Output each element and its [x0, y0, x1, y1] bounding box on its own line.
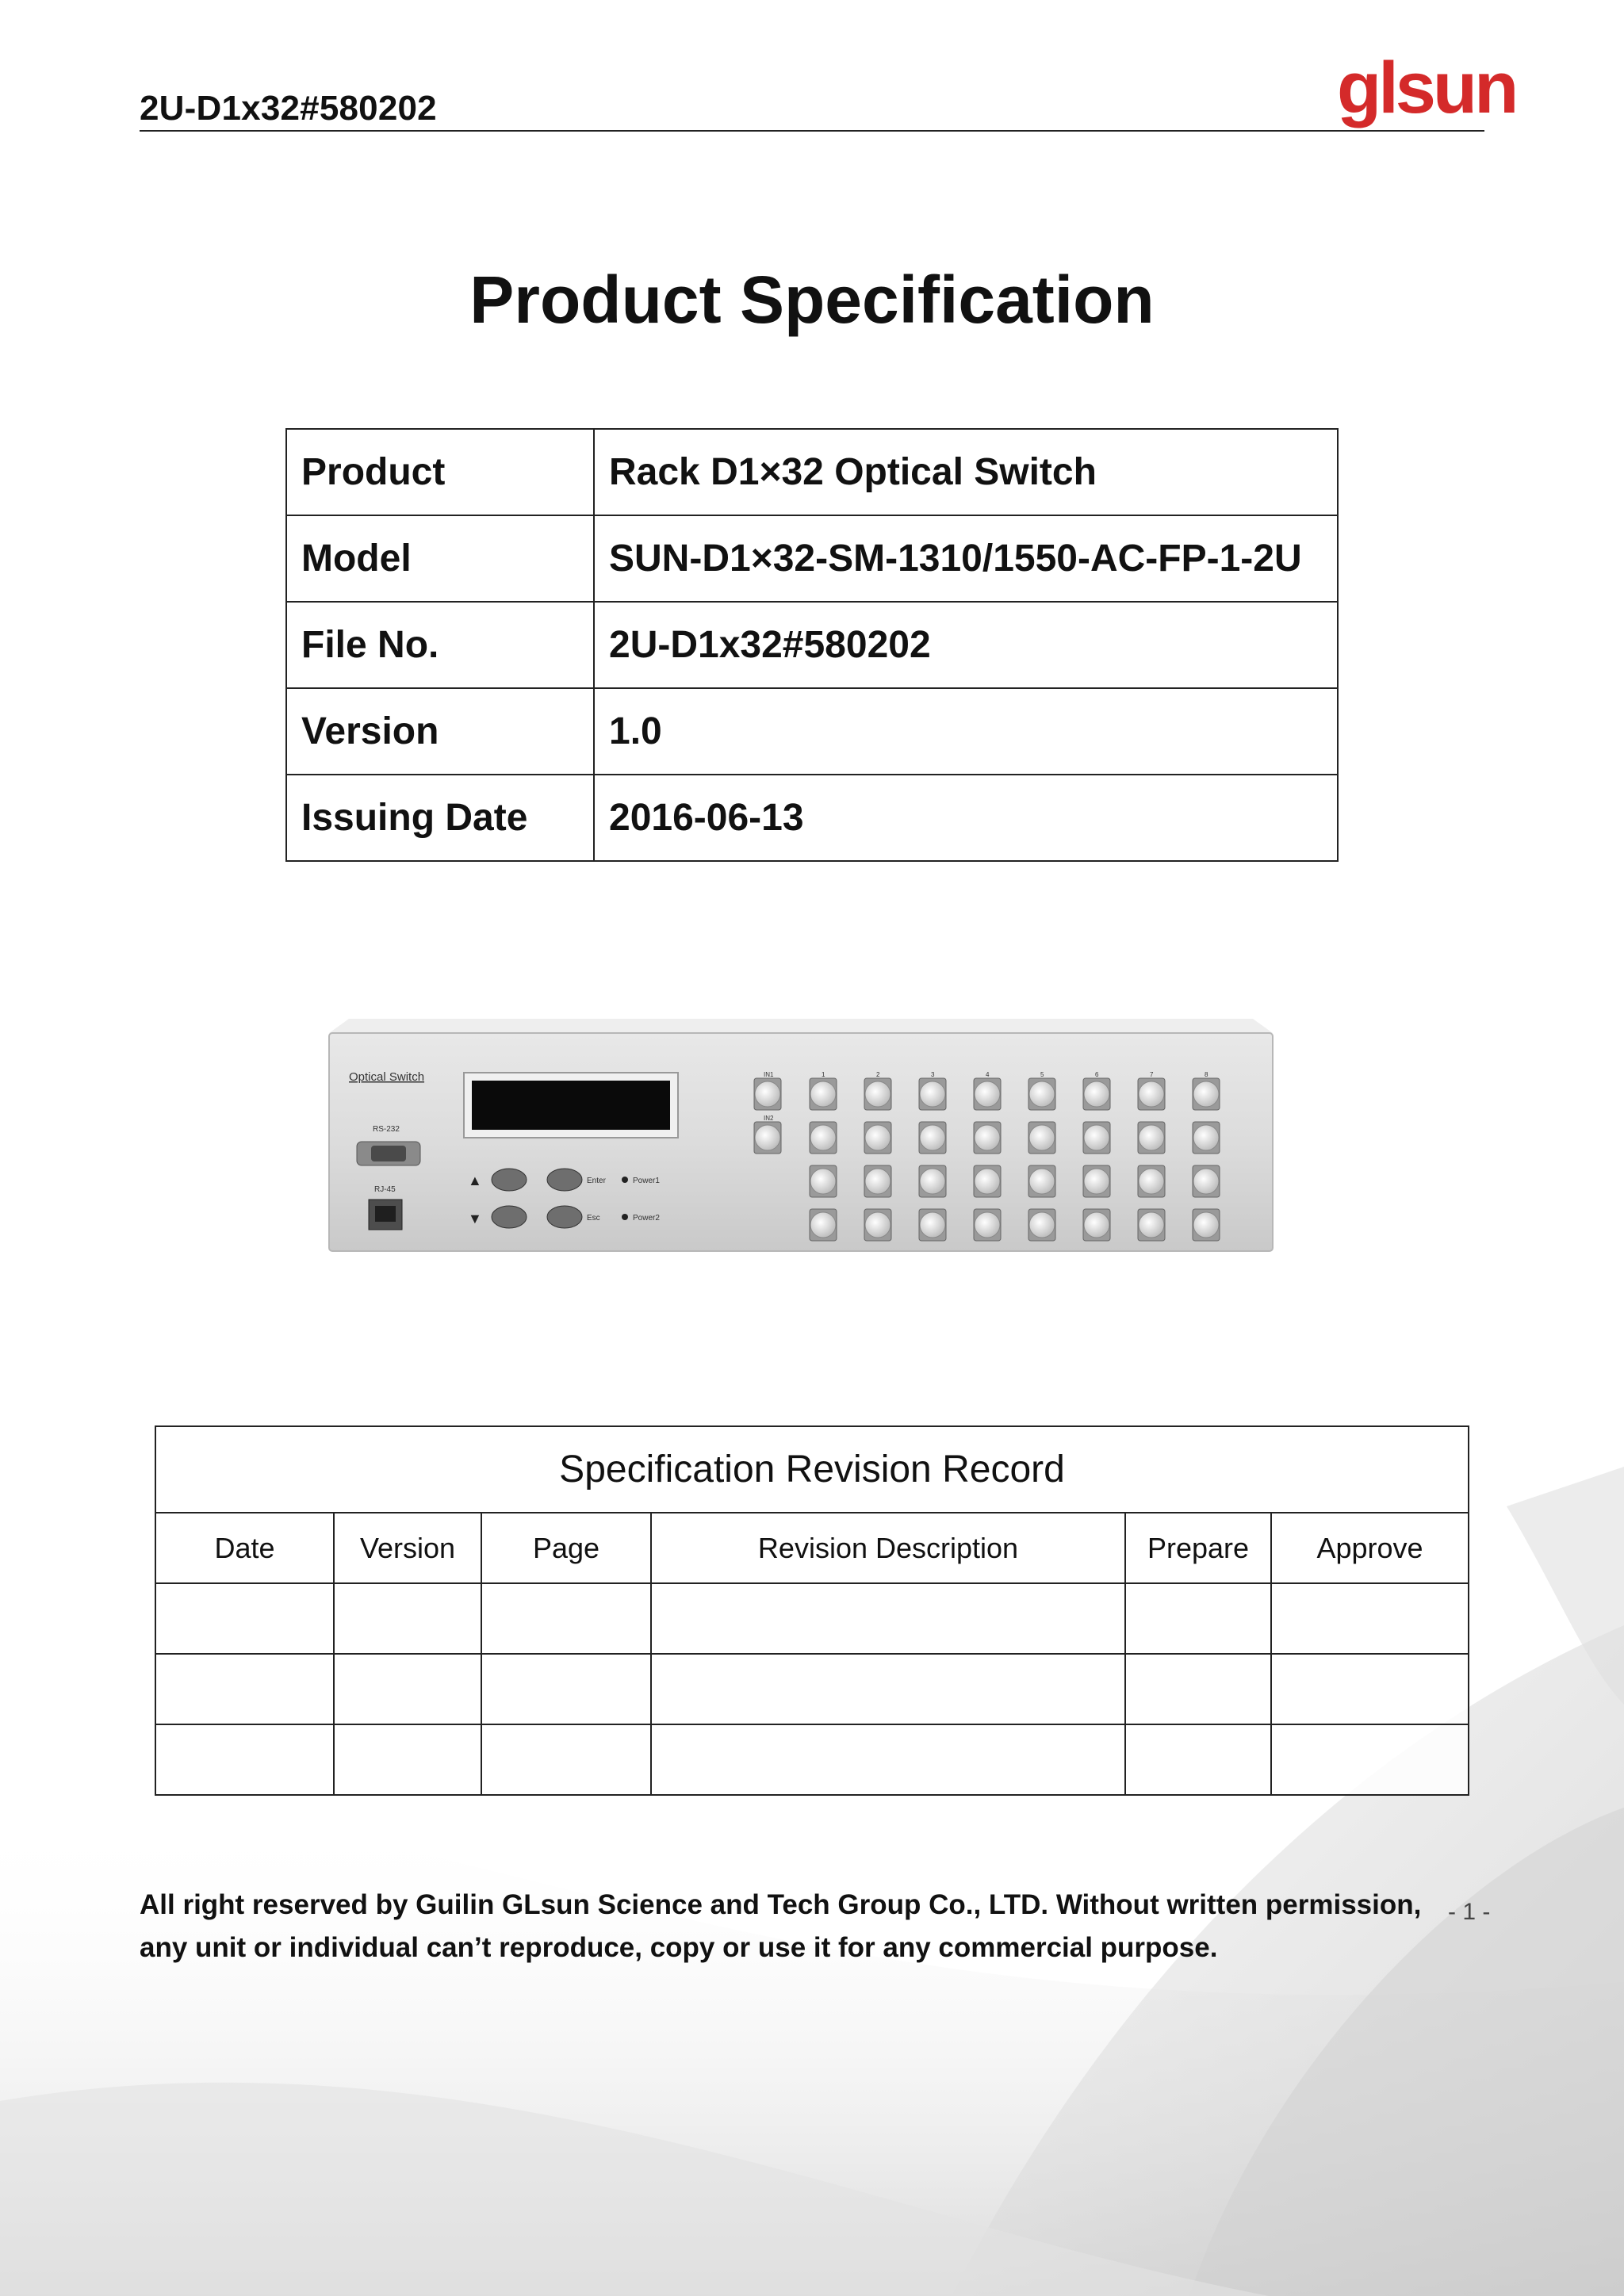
table-cell	[155, 1583, 334, 1654]
table-row	[286, 775, 1338, 861]
revision-record-table	[155, 1425, 1469, 1796]
column-header-revision-description: Revision Description	[651, 1513, 1125, 1583]
table-row	[286, 515, 1338, 602]
svg-text:▲: ▲	[468, 1173, 482, 1188]
table-cell	[1271, 1583, 1469, 1654]
table-cell	[334, 1654, 481, 1724]
fiber-port	[920, 1169, 945, 1194]
fiber-port	[865, 1212, 891, 1238]
optical-switch-device-image	[325, 1019, 1277, 1257]
copyright-line-1: All right reserved by Guilin GLsun Science and Tech Group Co., LTD. Without written permission,	[140, 1889, 1422, 1920]
table-cell	[1125, 1583, 1271, 1654]
fiber-port	[1139, 1081, 1164, 1107]
fiber-port	[1193, 1125, 1219, 1150]
port-column-label: 2	[876, 1071, 880, 1078]
port-column-label: 6	[1095, 1071, 1099, 1078]
page-header	[140, 48, 1516, 132]
page-number: - 1 -	[1448, 1899, 1491, 1925]
fiber-port	[1084, 1125, 1109, 1150]
fiber-port	[975, 1125, 1000, 1150]
port-column-label: 8	[1205, 1071, 1208, 1078]
fiber-port	[810, 1212, 836, 1238]
rs232-label: RS-232	[373, 1125, 400, 1134]
table-cell	[1271, 1724, 1469, 1795]
info-value: Rack D1×32 Optical Switch	[594, 429, 1338, 515]
table-cell	[1271, 1654, 1469, 1724]
table-cell	[1125, 1654, 1271, 1724]
port-column-label: 4	[986, 1071, 990, 1078]
table-cell	[481, 1583, 651, 1654]
fiber-port	[810, 1169, 836, 1194]
info-label: Product	[286, 429, 594, 515]
fiber-port	[1193, 1169, 1219, 1194]
table-cell	[481, 1654, 651, 1724]
column-header-prepare: Prepare	[1125, 1513, 1271, 1583]
fiber-port	[1193, 1081, 1219, 1107]
fiber-port	[975, 1212, 1000, 1238]
table-cell	[651, 1724, 1125, 1795]
info-value: SUN-D1×32-SM-1310/1550-AC-FP-1-2U	[594, 515, 1338, 602]
info-label: Version	[286, 688, 594, 775]
svg-text:▼: ▼	[468, 1211, 482, 1226]
column-header-approve: Approve	[1271, 1513, 1469, 1583]
table-cell	[155, 1724, 334, 1795]
power2-label: Power2	[633, 1214, 660, 1223]
fiber-port	[975, 1081, 1000, 1107]
enter-label: Enter	[587, 1177, 606, 1185]
column-header-date: Date	[155, 1513, 334, 1583]
fiber-port	[865, 1081, 891, 1107]
table-cell	[1125, 1724, 1271, 1795]
fiber-port	[975, 1169, 1000, 1194]
table-row	[155, 1583, 1469, 1654]
table-row	[286, 688, 1338, 775]
table-caption-row	[155, 1426, 1469, 1513]
fiber-port	[810, 1125, 836, 1150]
fiber-port	[810, 1081, 836, 1107]
table-row	[155, 1654, 1469, 1724]
power1-label: Power1	[633, 1177, 660, 1185]
table-cell	[334, 1724, 481, 1795]
product-info-table	[285, 428, 1339, 862]
in2-port-label: IN2	[764, 1115, 774, 1122]
table-cell	[334, 1583, 481, 1654]
port-column-label: 3	[931, 1071, 935, 1078]
copyright-line-2: any unit or individual can’t reproduce, copy or use it for any commercial purpose.	[140, 1932, 1218, 1963]
glsun-logo	[1337, 48, 1516, 135]
fiber-port	[1084, 1169, 1109, 1194]
fiber-port	[1193, 1212, 1219, 1238]
fiber-port	[920, 1212, 945, 1238]
fiber-port	[1084, 1212, 1109, 1238]
header-file-number: 2U-D1x32#580202	[140, 89, 437, 128]
fiber-port	[1139, 1125, 1164, 1150]
table-cell	[651, 1583, 1125, 1654]
fiber-port	[865, 1125, 891, 1150]
table-cell	[155, 1654, 334, 1724]
fiber-port	[1029, 1125, 1055, 1150]
port-column-label: 1	[822, 1071, 825, 1078]
fiber-port	[755, 1081, 780, 1107]
fiber-port	[1139, 1169, 1164, 1194]
info-value: 1.0	[594, 688, 1338, 775]
in-port-label: IN1	[764, 1071, 774, 1078]
fiber-port	[920, 1125, 945, 1150]
fiber-port	[1029, 1169, 1055, 1194]
table-row	[155, 1724, 1469, 1795]
fiber-port	[865, 1169, 891, 1194]
column-header-version: Version	[334, 1513, 481, 1583]
info-value: 2U-D1x32#580202	[594, 602, 1338, 688]
fiber-port	[1084, 1081, 1109, 1107]
fiber-port	[1139, 1212, 1164, 1238]
fiber-port	[1029, 1081, 1055, 1107]
fiber-port	[920, 1081, 945, 1107]
table-row	[286, 429, 1338, 515]
page-title: Product Specification	[469, 262, 1155, 337]
table-cell	[481, 1724, 651, 1795]
port-column-label: 5	[1040, 1071, 1044, 1078]
copyright-notice	[140, 1884, 1503, 1969]
device-brand-label: Optical Switch	[349, 1070, 425, 1084]
info-label: File No.	[286, 602, 594, 688]
port-column-label: 7	[1150, 1071, 1154, 1078]
table-header-row	[155, 1513, 1469, 1583]
esc-label: Esc	[587, 1214, 600, 1223]
column-header-page: Page	[481, 1513, 651, 1583]
info-label: Model	[286, 515, 594, 602]
info-value: 2016-06-13	[594, 775, 1338, 861]
fiber-port	[1029, 1212, 1055, 1238]
info-label: Issuing Date	[286, 775, 594, 861]
fiber-port	[755, 1125, 780, 1150]
rj45-label: RJ-45	[374, 1185, 396, 1194]
svg-text:glsun: glsun	[1337, 48, 1516, 128]
revision-record-caption: Specification Revision Record	[155, 1426, 1469, 1513]
table-cell	[651, 1654, 1125, 1724]
table-row	[286, 602, 1338, 688]
